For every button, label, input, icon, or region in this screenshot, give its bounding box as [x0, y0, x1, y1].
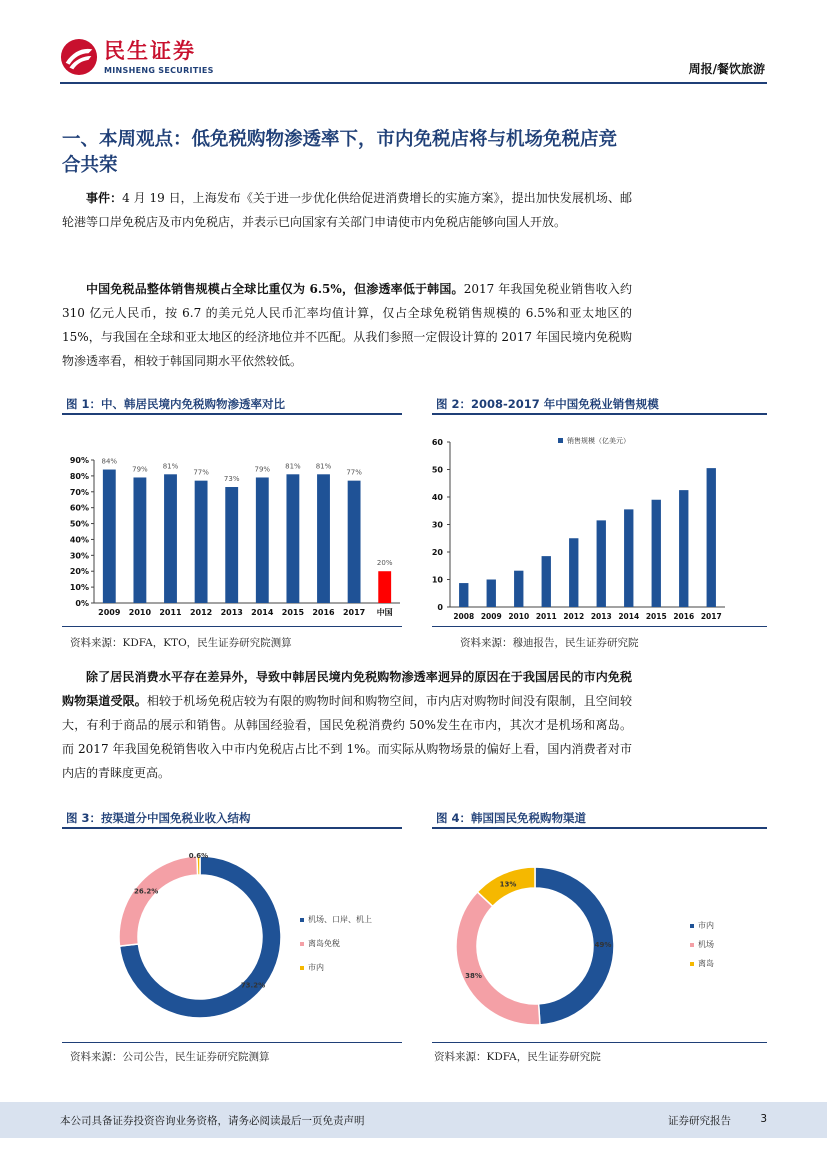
x-tick-label: 2015: [281, 608, 305, 617]
bar: [624, 509, 633, 607]
y-tick-label: 60%: [69, 503, 89, 513]
bar: [569, 538, 578, 607]
y-tick-label: 10%: [69, 583, 89, 593]
figure-3-title: 图 3：按渠道分中国免税业收入结构: [62, 809, 402, 829]
y-tick-label: 70%: [69, 487, 89, 497]
bar: [542, 556, 551, 607]
legend-label: 市内: [308, 963, 324, 972]
bar: [707, 468, 716, 607]
legend-label: 离岛免税: [308, 939, 340, 948]
data-label: 79%: [132, 465, 148, 474]
legend-label: 离岛: [698, 959, 714, 968]
slice-label: 26.2%: [134, 887, 159, 896]
x-tick-label: 2008: [453, 612, 475, 621]
data-label: 81%: [315, 462, 332, 471]
x-tick-label: 2009: [98, 608, 121, 617]
figure-1-bottom-rule: [62, 626, 402, 627]
brand-name-cn: 民生证券: [104, 39, 196, 63]
slice-label: 38%: [465, 971, 482, 980]
y-tick-label: 50: [431, 465, 443, 475]
bar: [286, 474, 299, 603]
paragraph-penetration: [62, 277, 632, 373]
x-tick-label: 中国: [376, 608, 393, 617]
bar: [514, 571, 523, 607]
legend-swatch: [690, 962, 694, 966]
y-tick-label: 20: [431, 548, 443, 557]
figure-1-title: 图 1：中、韩居民境内免税购物渗透率对比: [62, 395, 402, 415]
paragraph-lead: 中国免税品整体销售规模占全球比重仅为 6.5%，但渗透率低于韩国。: [86, 282, 464, 296]
bar: [487, 580, 496, 608]
bar: [225, 487, 238, 603]
y-tick-label: 30%: [69, 551, 89, 561]
figure-2-chart: [425, 425, 770, 623]
y-tick-label: 20%: [69, 567, 89, 577]
figure-3-chart: [62, 840, 407, 1035]
slice-label: 73.2%: [240, 981, 266, 990]
figure-2-bottom-rule: [432, 626, 767, 627]
footer-disclaimer: 本公司具备证券投资咨询业务资格，请务必阅读最后一页免责声明: [60, 1115, 365, 1127]
data-label: 81%: [285, 462, 301, 471]
data-label: 81%: [162, 462, 179, 471]
bar: [133, 477, 146, 603]
y-tick-label: 80%: [69, 471, 89, 481]
figure-4-bottom-rule: [432, 1042, 767, 1043]
x-tick-label: 2011: [535, 612, 557, 621]
x-tick-label: 2015: [645, 612, 667, 621]
x-tick-label: 2010: [128, 608, 152, 617]
bar: [679, 490, 688, 607]
y-tick-label: 0%: [75, 599, 89, 608]
x-tick-label: 2017: [700, 612, 722, 621]
paragraph-body: 相较于机场免税店较为有限的购物时间和购物空间，市内店对购物时间没有限制，且空间较大，有利于商品的展示和销售。从韩国经验看，国民免税消费约 50%发生在市内，其次才是机场和离岛。而 2017 年我国免税销售收入中市内免税店占比不到 1%。而实际从购物场景的偏好上看，国内消费者对市内店的青睐度更高。: [62, 694, 632, 780]
bar: [195, 481, 208, 603]
data-label: 73%: [223, 475, 240, 484]
slice-label: 0.6%: [188, 852, 209, 861]
figure-4-title: 图 4：韩国国民免税购物渠道: [432, 809, 767, 829]
data-label: 77%: [193, 468, 209, 477]
x-tick-label: 2009: [480, 612, 502, 621]
x-tick-label: 2012: [563, 612, 585, 621]
x-tick-label: 2012: [189, 608, 213, 617]
brand-name-en: MINSHENG SECURITIES: [104, 66, 214, 75]
y-tick-label: 0: [437, 603, 443, 612]
x-tick-label: 2010: [508, 612, 530, 621]
section-title: 一、本周观点：低免税购物渗透率下，市内免税店将与机场免税店竞合共荣: [62, 129, 618, 176]
figure-3-source: 资料来源：公司公告，民生证券研究院测算: [70, 1051, 270, 1063]
bar: [103, 470, 116, 603]
slice-label: 13%: [499, 880, 517, 889]
header-divider: [60, 82, 767, 84]
data-label: 84%: [101, 457, 118, 466]
bar: [317, 474, 330, 603]
y-tick-label: 10: [431, 575, 443, 585]
data-label: 77%: [346, 468, 362, 477]
page-number: 3: [760, 1113, 767, 1125]
bar: [597, 520, 606, 607]
legend-swatch: [690, 924, 694, 928]
x-tick-label: 2014: [618, 612, 640, 621]
paragraph-event: [62, 186, 632, 234]
paragraph-body: 4 月 19 日，上海发布《关于进一步优化供给促进消费增长的实施方案》，提出加快发展机场、邮轮港等口岸免税店及市内免税店，并表示已向国家有关部门申请使市内免税店能够向国人开放。: [62, 191, 632, 229]
footer-report-label: 证券研究报告: [668, 1115, 731, 1127]
bar: [652, 500, 661, 607]
donut-slice: [119, 856, 198, 946]
legend-swatch: [300, 918, 304, 922]
bar: [164, 474, 177, 603]
minsheng-logo-icon: [60, 38, 98, 76]
y-tick-label: 30: [431, 520, 443, 530]
y-tick-label: 50%: [69, 519, 89, 529]
x-tick-label: 2014: [251, 608, 274, 617]
x-tick-label: 2013: [220, 608, 243, 617]
y-tick-label: 90%: [69, 456, 89, 465]
x-tick-label: 2013: [590, 612, 612, 621]
legend-swatch: [690, 943, 694, 947]
data-label: 20%: [376, 559, 393, 568]
x-tick-label: 2011: [159, 608, 182, 617]
figure-2-title: 图 2：2008-2017 年中国免税业销售规模: [432, 395, 767, 415]
figure-2-source: 资料来源：穆迪报告，民生证券研究院: [460, 637, 639, 649]
paragraph-body: 2017 年我国免税业销售收入约 310 亿元人民币，按 6.7 的美元兑人民币汇率均值计算，仅占全球免税销售规模的 6.5%和亚太地区的 15%，与我国在全球和亚太地区的经济地位并不匹配。从我们参照一定假设计算的 2017 年国民境内免税购物渗透率看，相较于韩国同期水平依然较低。: [62, 282, 632, 368]
legend-label: 机场: [698, 940, 714, 949]
report-type: 周报/餐饮旅游: [688, 62, 765, 76]
figure-1-chart: [62, 440, 407, 620]
figure-4-chart: [432, 840, 767, 1035]
legend-swatch: [558, 438, 563, 443]
bar: [459, 583, 468, 607]
figure-3-bottom-rule: [62, 1042, 402, 1043]
x-tick-label: 2016: [673, 612, 695, 621]
y-tick-label: 40: [431, 493, 443, 502]
y-tick-label: 60: [431, 438, 443, 447]
bar: [256, 477, 269, 603]
paragraph-lead: 除了居民消费水平存在差异外，导致中韩居民境内免税购物渗透率迥异的原因在于我国居民的市内免税购物渠道受限。: [62, 670, 632, 708]
y-tick-label: 40%: [69, 535, 89, 545]
bar: [348, 481, 361, 603]
legend-label: 市内: [698, 921, 714, 930]
slice-label: 49%: [594, 940, 612, 949]
x-tick-label: 2016: [312, 608, 335, 617]
legend-label: 机场、口岸、机上: [308, 915, 372, 924]
donut-slice: [456, 892, 540, 1025]
figure-4-source: 资料来源：KDFA，民生证券研究院: [434, 1051, 601, 1063]
x-tick-label: 2017: [342, 608, 366, 617]
legend-label: 销售规模（亿美元）: [567, 437, 630, 445]
legend-swatch: [300, 942, 304, 946]
bar: [378, 571, 391, 603]
figure-1-source: 资料来源：KDFA，KTO，民生证券研究院测算: [70, 637, 292, 649]
data-label: 79%: [254, 465, 271, 474]
paragraph-channel: [62, 665, 632, 785]
legend-swatch: [300, 966, 304, 970]
paragraph-lead: 事件：: [86, 191, 123, 205]
